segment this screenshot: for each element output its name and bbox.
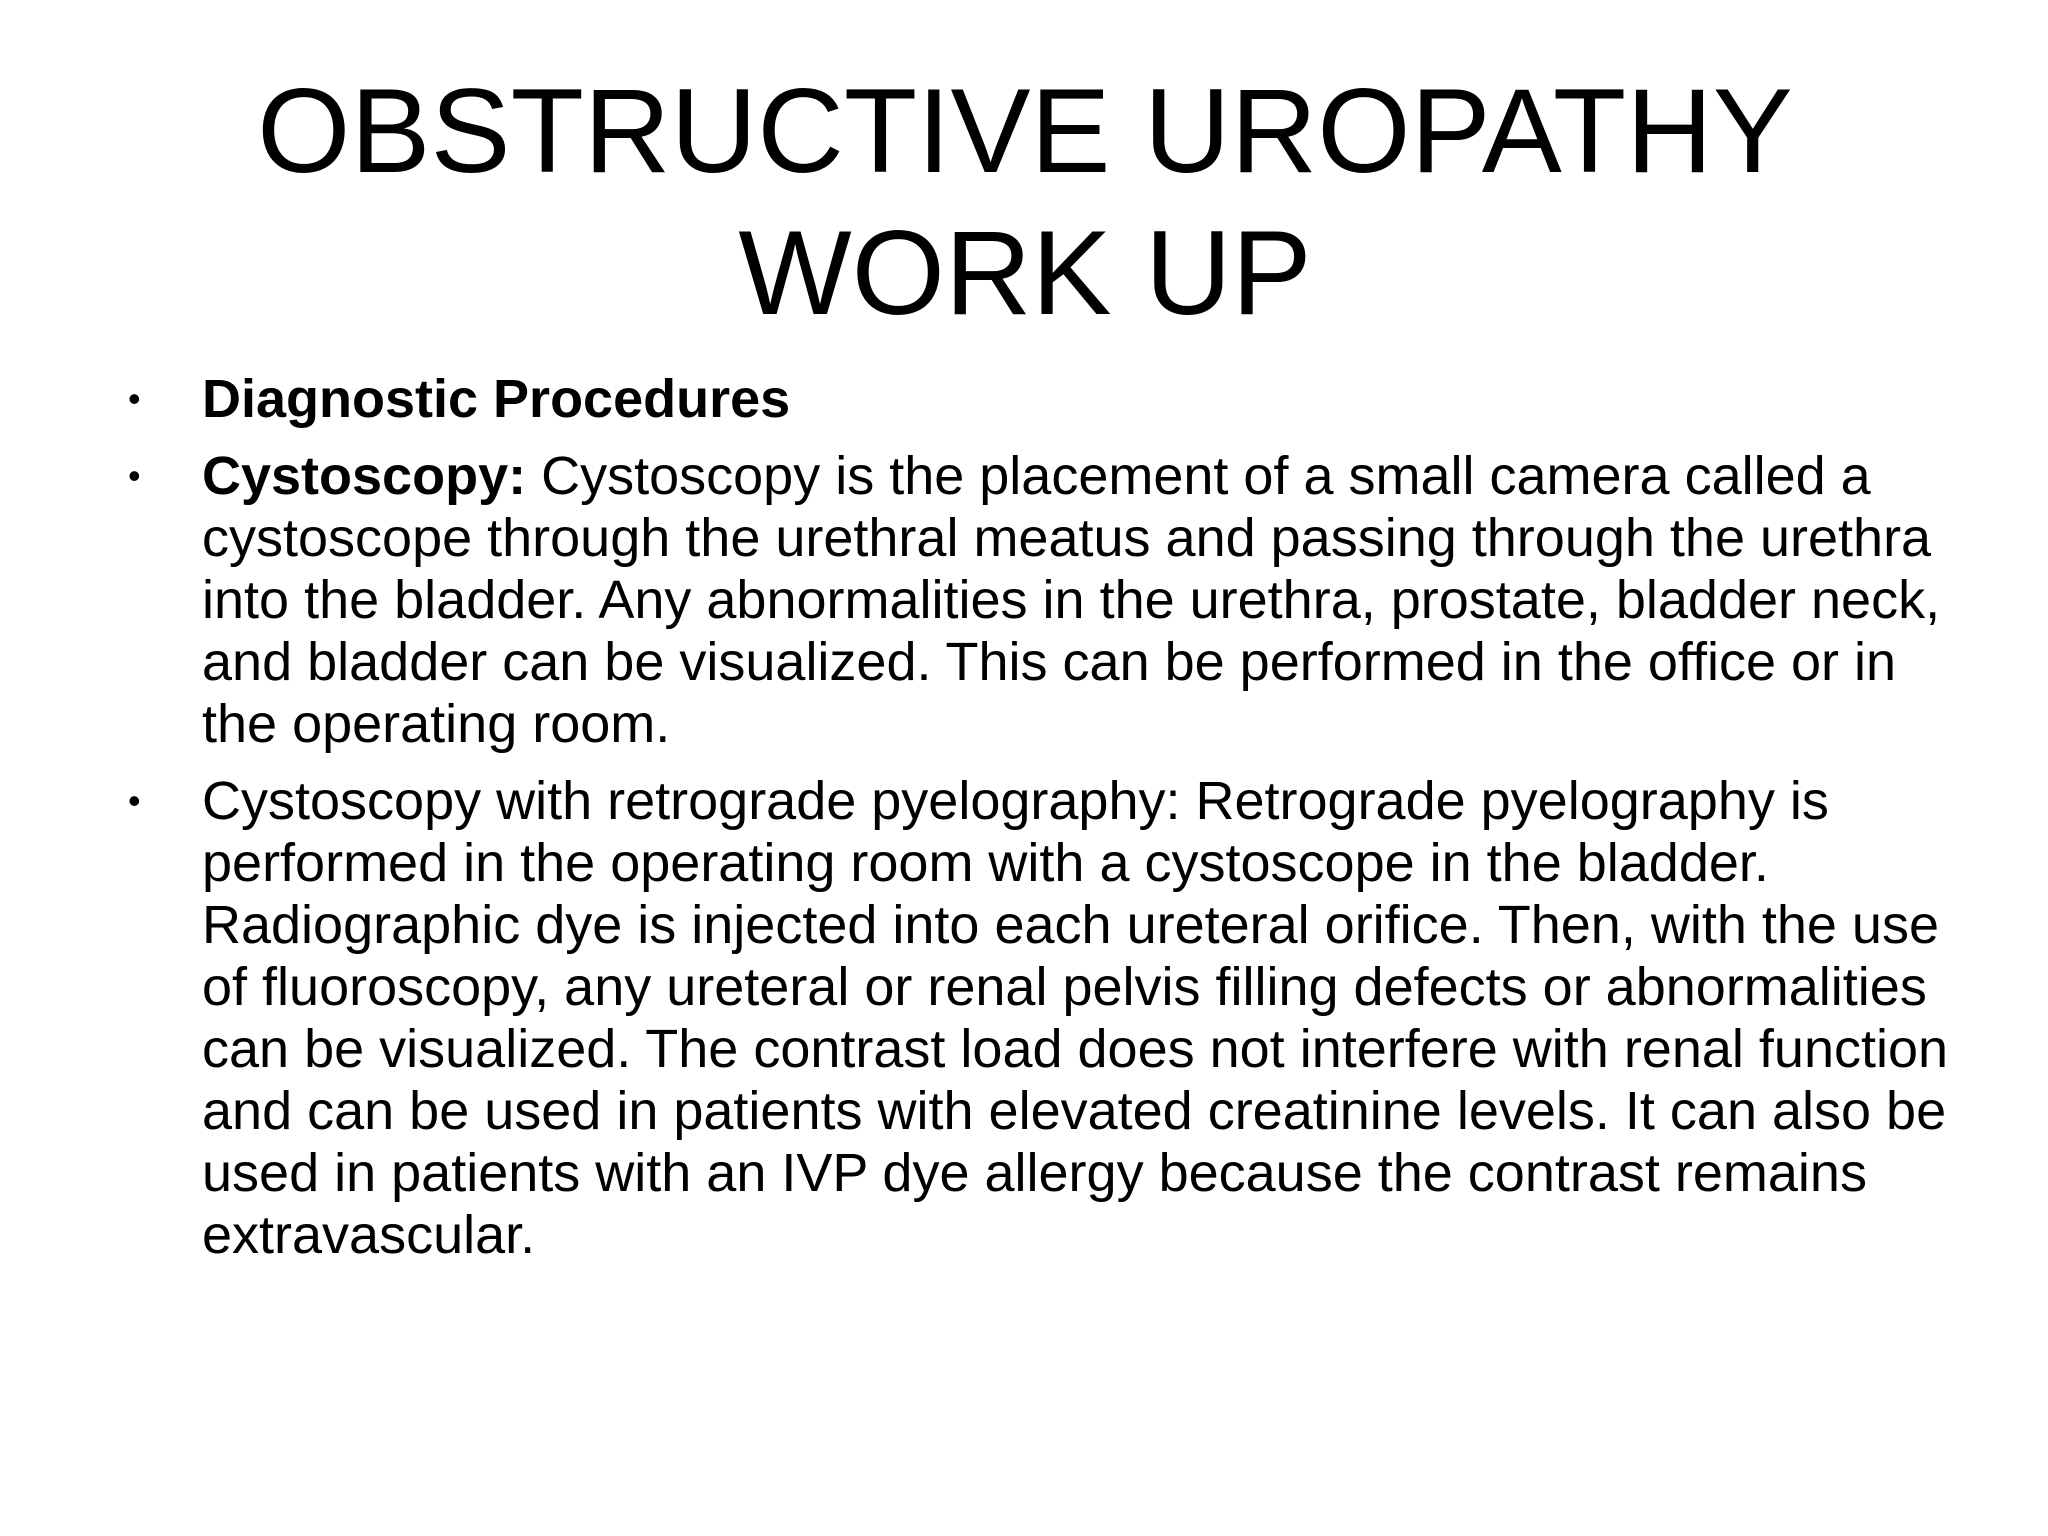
slide-title-line-1: OBSTRUCTIVE UROPATHY <box>257 64 1793 198</box>
bullet-list <box>120 368 1950 1281</box>
bullet-icon: • <box>128 378 141 419</box>
bullet-text: Cystoscopy is the placement of a small camera called a cystoscope through the urethral meatus and passing through the urethra into the bladder. Any abnormalities in the urethra, prostate, bladder neck, and bladder can be visualized. This can be performed in the office or in the operating room. <box>202 446 1941 754</box>
slide-title <box>180 60 1870 344</box>
bullet-heading: Cystoscopy: <box>202 446 527 506</box>
slide-title-line-2: WORK UP <box>738 206 1312 340</box>
bullet-icon: • <box>128 780 141 821</box>
bullet-item-diagnostic-procedures <box>120 368 1950 430</box>
bullet-item-cystoscopy <box>120 445 1950 755</box>
bullet-icon: • <box>128 455 141 496</box>
bullet-heading: Diagnostic Procedures <box>202 369 791 429</box>
bullet-text: Cystoscopy with retrograde pyelography: Retrograde pyelography is performed in the operating room with a cystoscope in the bladder. Radiographic dye is injected into each ureteral orifice. Then, with the use of fluoroscopy, any ureteral or renal pelvis filling defects or abnormalities can be visualized. The contrast load does not interfere with renal function and can be used in patients with elevated creatinine levels. It can also be used in patients with an IVP dye allergy because the contrast remains extravascular. <box>202 771 1949 1265</box>
bullet-item-retrograde-pyelography <box>120 770 1950 1266</box>
